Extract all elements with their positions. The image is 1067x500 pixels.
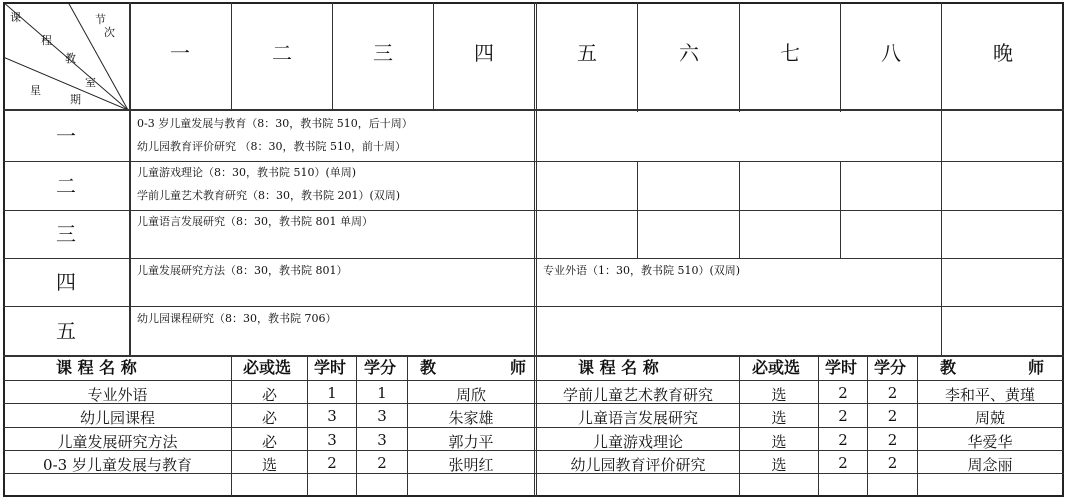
hdr-course-name-left: 课 程 名 称 [56,358,137,377]
period-5: 五 [577,41,597,65]
hdr-teacher-right-1: 教 [940,358,957,377]
wed-entry-1: 儿童语言发展研究（8：30，教书院 801 单周） [137,215,373,228]
right-course-name-3: 儿童游戏理论 [592,433,683,451]
corner-section-1: 节 [95,13,106,26]
hdr-credits-left: 学分 [364,358,397,377]
sum-col-2 [307,356,308,496]
right-course-teacher-1: 李和平、黄瑾 [944,386,1035,404]
corner-classroom-2: 室 [85,76,96,89]
left-course-type-3: 必 [261,433,277,451]
day-thu: 四 [56,270,76,294]
corner-course-1: 课 [10,11,21,24]
corner-week-1: 星 [30,84,41,97]
left-course-teacher-4: 张明红 [448,456,494,474]
sum-col-6 [818,356,819,496]
left-course-hours-1: 1 [327,384,337,402]
right-course-name-2: 儿童语言发展研究 [577,409,698,427]
hdr-type-right: 必或选 [752,358,801,377]
left-course-type-2: 必 [261,409,277,427]
hdr-teacher-right-2: 师 [1028,358,1045,377]
day-mon: 一 [56,124,76,148]
period-2: 二 [272,41,292,65]
corner-classroom-1: 教 [65,52,76,65]
thu-am-entry: 儿童发展研究方法（8：30，教书院 801） [137,264,348,277]
hdr-teacher-left-1: 教 [420,358,437,377]
period-6: 六 [679,41,699,65]
right-course-name-4: 幼儿园教育评价研究 [570,456,706,474]
day-wed: 三 [56,222,76,246]
tue-entry-2: 学前儿童艺术教育研究（8：30，教书院 201）(双周) [137,189,401,202]
period-7: 七 [780,41,800,65]
mon-entry-1: 0-3 岁儿童发展与教育（8：30，教书院 510，后十周） [137,117,413,130]
right-course-teacher-4: 周念丽 [967,456,1013,474]
fri-entry-1: 幼儿园课程研究（8：30，教书院 706） [137,312,337,325]
hdr-hours-left: 学时 [314,358,347,377]
left-course-credits-1: 1 [377,384,387,402]
hdr-credits-right: 学分 [874,358,907,377]
thu-pm-entry: 专业外语（1：30，教书院 510）(双周) [543,264,741,277]
left-course-teacher-3: 郭力平 [448,433,494,451]
day-tue: 二 [56,174,76,198]
right-course-credits-4: 2 [887,454,898,472]
left-course-name-4: 0-3 岁儿童发展与教育 [43,456,192,474]
hdr-type-left: 必或选 [243,358,292,377]
right-course-type-2: 选 [771,409,787,427]
left-course-credits-3: 3 [377,431,387,449]
tue-entry-1: 儿童游戏理论（8：30，教书院 510）(单周) [137,166,357,179]
hdr-hours-right: 学时 [825,358,858,377]
period-8: 八 [881,41,901,65]
period-1: 一 [170,41,190,65]
mon-pm-merged [538,112,940,161]
right-course-teacher-2: 周兢 [974,409,1005,427]
mon-entry-2: 幼儿园教育评价研究 （8：30，教书院 510，前十周） [137,140,406,153]
right-course-hours-3: 2 [838,431,848,449]
right-course-teacher-3: 华爱华 [967,433,1013,451]
right-course-name-1: 学前儿童艺术教育研究 [562,386,713,404]
left-course-hours-3: 3 [327,431,337,449]
hdr-teacher-left-2: 师 [510,358,527,377]
right-course-hours-2: 2 [838,407,848,425]
left-course-hours-2: 3 [327,407,337,425]
left-course-teacher-2: 朱家雄 [448,409,494,427]
period-evening: 晚 [993,41,1013,65]
left-course-name-1: 专业外语 [87,386,148,404]
day-col-divider [129,2,131,356]
noon-divider [534,2,537,497]
right-course-credits-2: 2 [887,407,898,425]
left-course-name-3: 儿童发展研究方法 [57,433,178,451]
p2-divider [332,2,333,110]
sum-col-3 [356,356,357,496]
right-course-credits-3: 2 [887,431,898,449]
period-3: 三 [373,41,393,65]
right-course-credits-1: 2 [887,384,898,402]
p3-divider [433,2,434,110]
left-course-hours-4: 2 [327,454,337,472]
right-course-hours-1: 2 [838,384,848,402]
right-course-hours-4: 2 [838,454,848,472]
left-course-teacher-1: 周欣 [455,386,486,404]
hdr-course-name-right: 课 程 名 称 [578,358,659,377]
corner-course-2: 程 [41,34,52,47]
day-fri: 五 [56,319,76,343]
left-course-type-1: 必 [261,386,277,404]
left-course-credits-4: 2 [377,454,387,472]
left-course-type-4: 选 [261,456,277,474]
right-course-type-1: 选 [771,386,787,404]
left-course-credits-2: 3 [377,407,387,425]
corner-week-2: 期 [70,93,81,106]
p1-divider [231,2,232,110]
left-course-name-2: 幼儿园课程 [79,409,155,427]
right-course-type-3: 选 [771,433,787,451]
evening-divider [941,2,942,356]
right-course-type-4: 选 [771,456,787,474]
corner-section-2: 次 [104,26,115,39]
sum-col-7 [867,356,868,496]
period-4: 四 [474,41,494,65]
